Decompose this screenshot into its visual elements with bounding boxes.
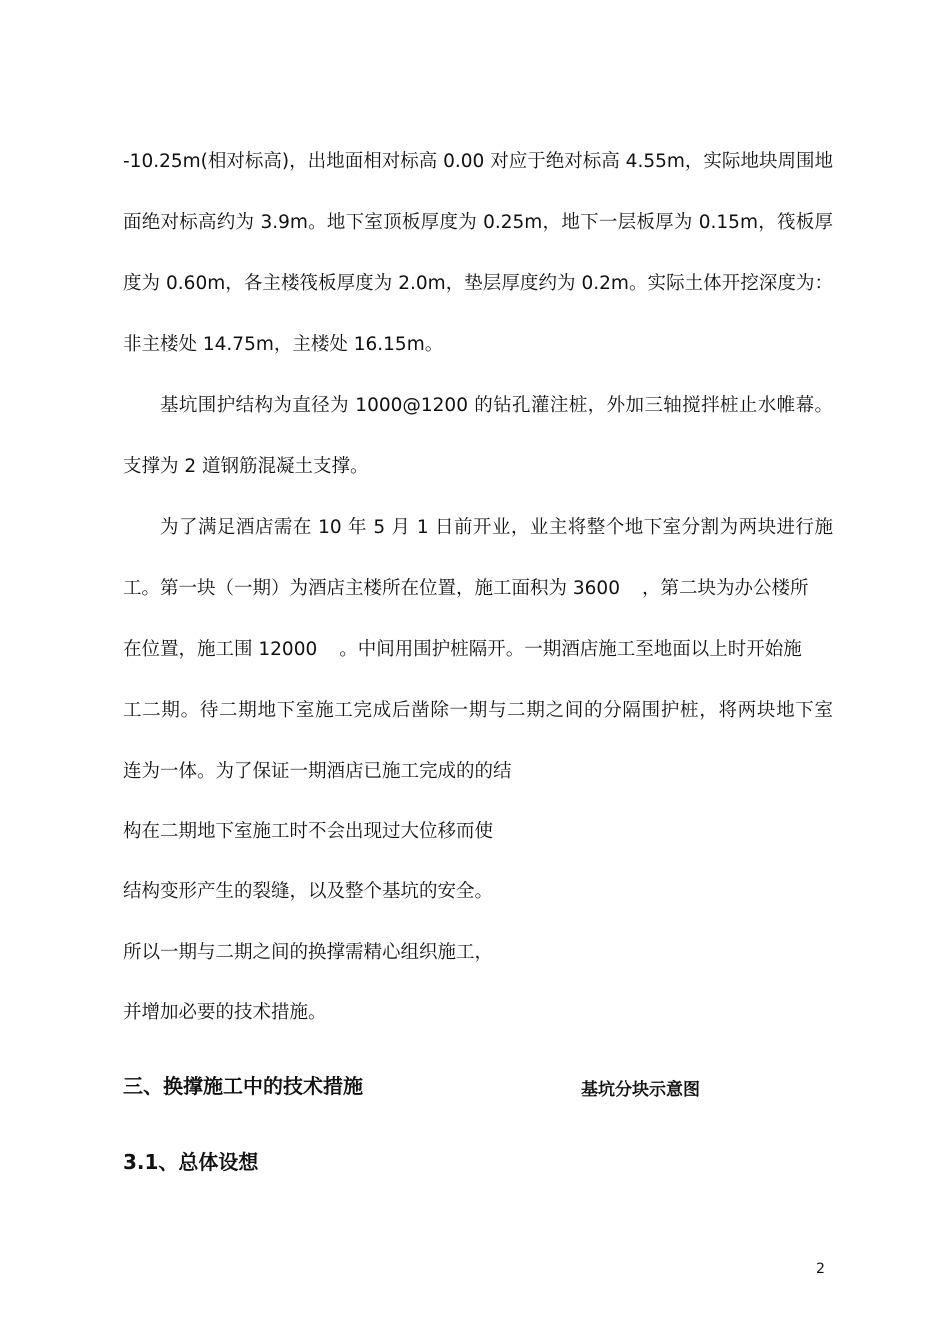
paragraph-3-line-3 <box>123 638 833 662</box>
paragraph-3-line-4: 工二期。待二期地下室施工完成后凿除一期与二期之间的分隔围护桩，将两块地下室 <box>123 700 833 721</box>
paragraph-3-line-8: 所以一期与二期之间的换撑需精心组织施工， <box>123 942 494 963</box>
paragraph-3-line-1: 为了满足酒店需在 10 年 5 月 1 日前开业，业主将整个地下室分割为两块进行施 <box>160 517 833 538</box>
paragraph-3-line-3-part-b: 。中间用围护桩隔开。一期酒店施工至地面以上时开始施 <box>339 639 802 660</box>
paragraph-3-line-7: 结构变形产生的裂缝，以及整个基坑的安全。 <box>123 881 494 902</box>
paragraph-1-line-3: 度为 0.60m，各主楼筏板厚度为 2.0m，垫层厚度约为 0.2m。实际土体开挖深度为： <box>123 273 833 294</box>
paragraph-3-line-9: 并增加必要的技术措施。 <box>123 1002 327 1023</box>
figure-caption: 基坑分块示意图 <box>581 1080 700 1100</box>
paragraph-1-line-2: 面绝对标高约为 3.9m。地下室顶板厚度为 0.25m，地下一层板厚为 0.15m，筏板厚 <box>123 212 833 233</box>
paragraph-3-line-3-part-a: 在位置，施工围 12000 <box>123 639 318 660</box>
paragraph-3-line-2-part-a: 工。第一块（一期）为酒店主楼所在位置，施工面积为 3600 <box>123 578 620 599</box>
paragraph-3-line-2 <box>123 577 833 601</box>
paragraph-3-line-2-part-b: ，第二块为办公楼所 <box>641 578 809 599</box>
paragraph-2-line-2: 支撑为 2 道钢筋混凝土支撑。 <box>123 456 369 477</box>
paragraph-2-line-1: 基坑围护结构为直径为 1000@1200 的钻孔灌注桩，外加三轴搅拌桩止水帷幕。 <box>160 395 833 416</box>
paragraph-1-line-1: -10.25m(相对标高)，出地面相对标高 0.00 对应于绝对标高 4.55m，实际地块周围地 <box>123 151 833 172</box>
page-number: 2 <box>816 1261 825 1277</box>
section-heading: 三、换撑施工中的技术措施 <box>123 1074 363 1098</box>
subsection-heading: 3.1、总体设想 <box>123 1150 259 1174</box>
paragraph-1-line-4: 非主楼处 14.75m，主楼处 16.15m。 <box>123 334 444 355</box>
paragraph-3-line-5: 连为一体。为了保证一期酒店已施工完成的的结 <box>123 761 512 782</box>
paragraph-3-line-6: 构在二期地下室施工时不会出现过大位移而使 <box>123 821 494 842</box>
